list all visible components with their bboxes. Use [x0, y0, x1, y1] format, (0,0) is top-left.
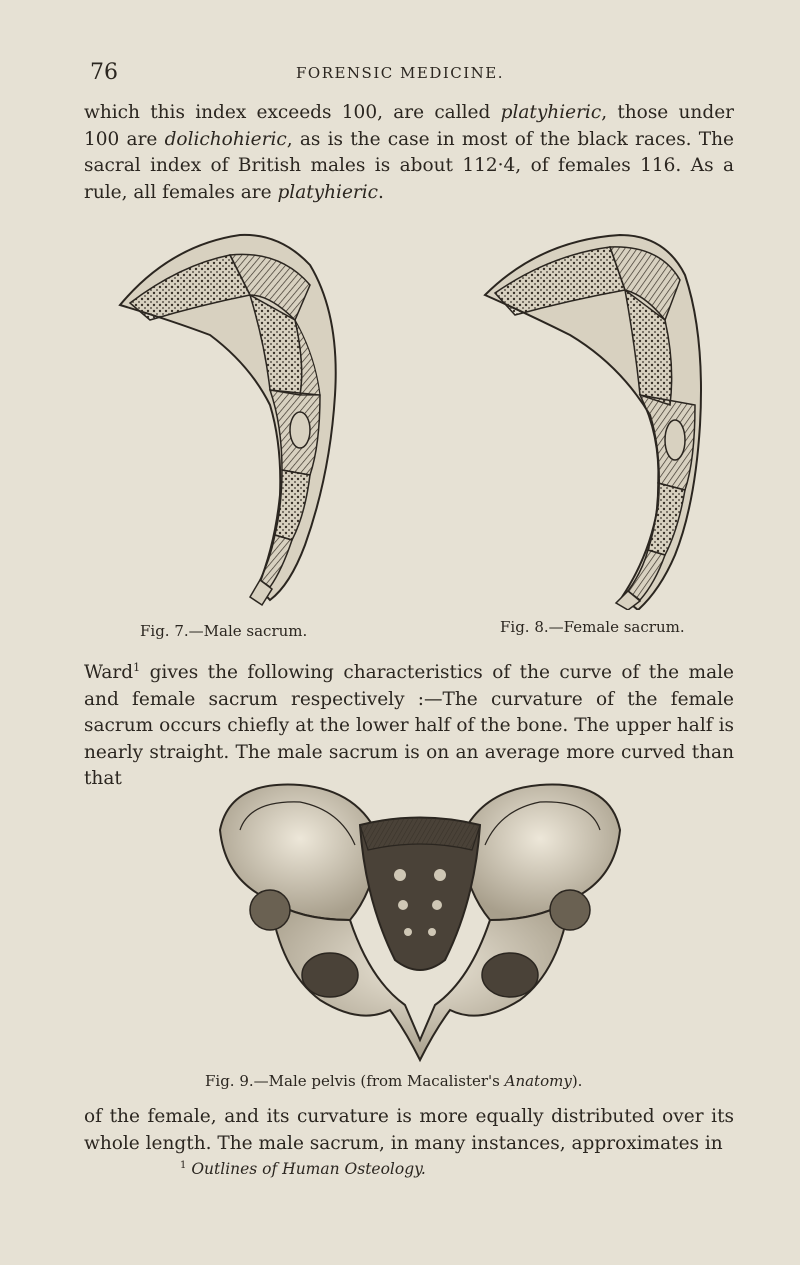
page-number: 76	[90, 60, 118, 85]
figure-9-caption: Fig. 9.—Male pelvis (from Macalister's Anatomy).	[205, 1072, 583, 1090]
figure-8-caption: Fig. 8.—Female sacrum.	[500, 618, 685, 636]
paragraph-sacral-index: which this index exceeds 100, are called platyhieric, those under 100 are dolichohieric, as is the case in most of the black races. The sacral index of British males is about 112·4, of females 116. As a rule, all females are platyhieric.	[84, 102, 734, 203]
figure-7-caption: Fig. 7.—Male sacrum.	[140, 622, 308, 640]
footnote-reference: 1	[133, 661, 141, 674]
male-sacrum-illustration	[110, 225, 360, 610]
male-pelvis-illustration	[210, 770, 630, 1070]
female-sacrum-illustration	[470, 225, 730, 610]
running-title: FORENSIC MEDICINE.	[295, 64, 505, 82]
footnote: $^1$ Outlines of Human Osteology.	[180, 1160, 426, 1179]
paragraph-ward-characteristics: Ward$^1$ gives the following characteristics of the curve of the male and female sacrum respectively :—The curvature of the female sacrum occurs chiefly at the lower half of the bone. The upper half is nearly straight. The male sacrum is on an average more curved than that	[84, 661, 734, 790]
paragraph-male-curvature: of the female, and its curvature is more equally distributed over its whole length. The male sacrum, in many instances, approximates in	[84, 1106, 734, 1154]
